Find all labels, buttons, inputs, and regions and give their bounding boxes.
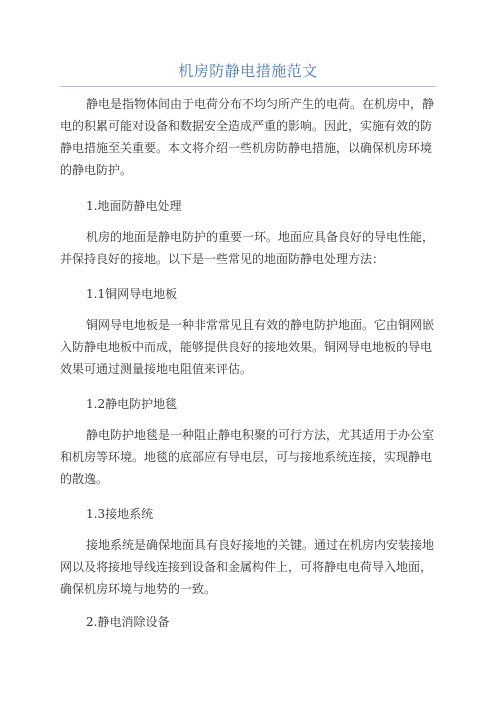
section-heading-1-1: 1.1铜网导电地板 — [86, 287, 178, 301]
section-body-1-3: 接地系统是确保地面具有良好接地的关键。通过在机房内安装接地网以及将接地导线连接到设备和金属构件上，可将静电电荷导入地面，确保机房环境与地势的一致。 — [60, 538, 435, 596]
intro-paragraph: 静电是指物体间由于电荷分布不均匀所产生的电荷。在机房中，静电的积累可能对设备和数据安全造成严重的影响。因此，实施有效的防静电措施至关重要。本文将介绍一些机房防静电措施，以确保机房环境的静电防护。 — [60, 97, 435, 177]
section-heading-1-2: 1.2静电防护地毯 — [86, 397, 178, 411]
section-heading-1: 1.地面防静电处理 — [86, 199, 182, 213]
section-body-1-2: 静电防护地毯是一种阻止静电积聚的可行方法，尤其适用于办公室和机房等环境。地毯的底部应有导电层，可与接地系统连接，实现静电的散逸。 — [60, 428, 435, 486]
section-heading-1-3: 1.3接地系统 — [86, 507, 154, 521]
title-divider — [60, 86, 436, 87]
section-heading-2: 2.静电消除设备 — [86, 615, 170, 629]
section-body-1: 机房的地面是静电防护的重要一环。地面应具备良好的导电性能，并保持良好的接地。以下是一些常见的地面防静电处理方法： — [60, 230, 435, 266]
section-body-1-1: 铜网导电地板是一种非常常见且有效的静电防护地面。它由铜网嵌入防静电地板中而成，能够提供良好的接地效果。铜网导电地板的导电效果可通过测量接地电阻值来评估。 — [60, 318, 435, 376]
document-title: 机房防静电措施范文 — [178, 62, 318, 80]
